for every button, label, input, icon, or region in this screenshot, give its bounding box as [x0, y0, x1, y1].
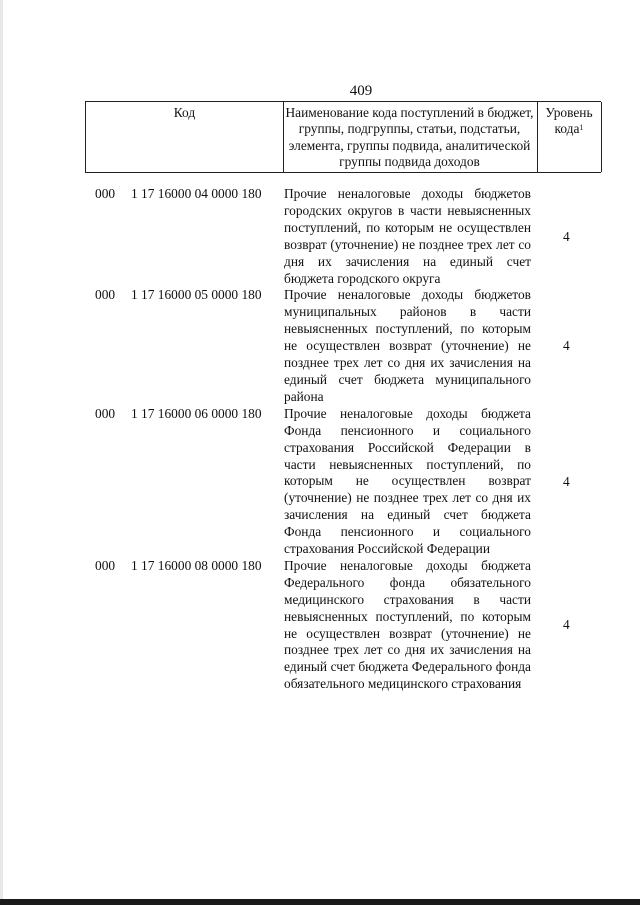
row-code-prefix: 000 — [95, 287, 116, 303]
table-row — [85, 287, 601, 405]
header-level-label: Уровень кода — [545, 105, 593, 137]
row-name: Прочие неналоговые доходы бюджетов муниципальных районов в части невыясненных поступлений, по которым не осуществлен возврат (уточнение) не позднее трех лет со дня их зачисления на единый счет бюджета муниципального района — [284, 287, 531, 404]
row-name: Прочие неналоговые доходы бюджета Федерального фонда обязательного медицинского страхования в части невыясненных поступлений, по которым не осуществлен возврат (уточнение) не позднее трех лет со дня их зачисления на единый счет бюджета Федерального фонда обязательного медицинского страхования — [284, 557, 531, 692]
row-code-prefix: 000 — [95, 186, 116, 201]
header-code-label: Код — [173, 105, 196, 120]
header-level — [537, 102, 602, 172]
row-code-prefix: 000 — [95, 557, 116, 573]
row-code: 1 17 16000 05 0000 180 — [131, 287, 262, 303]
row-name: Прочие неналоговые доходы бюджетов городских округов в части невыясненных поступлений, по которым не осуществлен возврат (уточнение) не позднее трех лет со дня их зачисления на единый счет бюджета городского округа — [284, 186, 531, 286]
page-number: 409 — [349, 83, 373, 99]
scan-bottom-edge — [0, 899, 640, 905]
row-level: 4 — [563, 229, 570, 244]
table-header — [85, 101, 601, 173]
header-level-footnote: 1 — [579, 123, 584, 133]
header-name: Наименование кода поступлений в бюджет, группы, подгруппы, статьи, подстатьи, элемента, группы подвида, аналитической группы подвида доходов — [282, 102, 538, 172]
table-header-block — [85, 101, 601, 173]
scan-left-edge — [0, 0, 3, 905]
table-row — [85, 186, 601, 287]
row-name: Прочие неналоговые доходы бюджета Фонда пенсионного и социального страхования Российской Федерации в части невыясненных поступлений, по которым не осуществлен возврат (уточнение) не позднее трех лет со дня их зачисления на единый счет бюджета Фонда пенсионного и социального страхования Российской Федерации — [284, 405, 531, 557]
row-code-prefix: 000 — [95, 405, 116, 421]
table-row — [85, 406, 601, 558]
row-level: 4 — [563, 338, 570, 354]
row-code: 1 17 16000 06 0000 180 — [131, 405, 262, 421]
table-body — [85, 186, 601, 693]
row-code: 1 17 16000 08 0000 180 — [131, 557, 262, 573]
row-level: 4 — [563, 616, 570, 632]
table-row — [85, 558, 601, 693]
row-level: 4 — [563, 473, 570, 489]
row-code: 1 17 16000 04 0000 180 — [131, 186, 262, 201]
header-code — [85, 102, 284, 172]
